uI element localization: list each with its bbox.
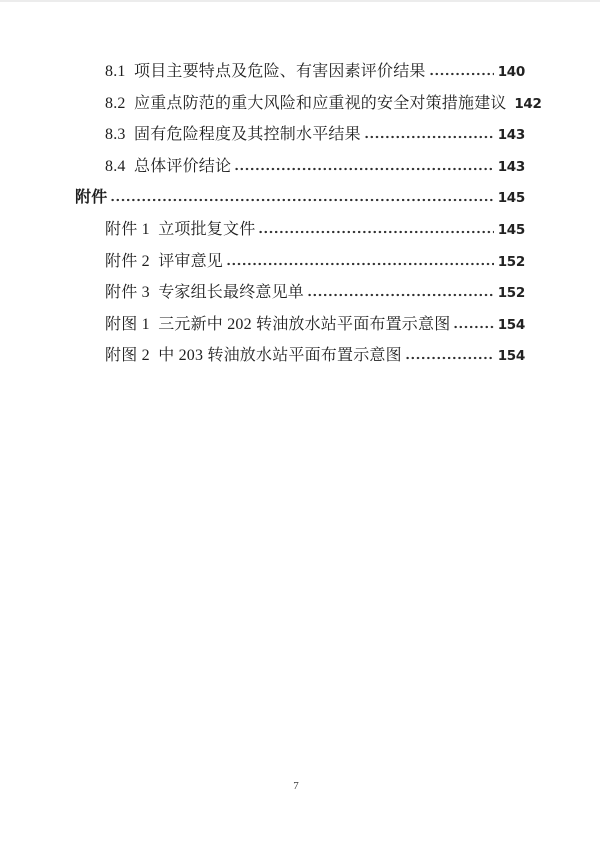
dot-leader — [430, 72, 494, 76]
toc-entry-page-number: 152 — [497, 253, 525, 270]
toc-entry[interactable] — [75, 348, 525, 380]
toc-entry-label: 附图 1 三元新中 202 转油放水站平面布置示意图 — [105, 315, 451, 333]
toc-entry[interactable] — [75, 127, 525, 159]
toc-entry[interactable] — [75, 64, 525, 96]
toc-entry-page-number: 152 — [497, 285, 525, 302]
toc-entry-page-number: 142 — [514, 95, 542, 112]
toc-entry[interactable] — [75, 159, 525, 191]
toc-entry[interactable] — [75, 317, 525, 349]
dot-leader — [406, 356, 494, 360]
toc-entry[interactable] — [75, 222, 525, 254]
page-top-edge — [0, 0, 600, 2]
dot-leader — [227, 262, 494, 266]
toc-entry-label: 附件 2 评审意见 — [105, 252, 224, 270]
toc-entry-label: 附件 1 立项批复文件 — [105, 220, 256, 238]
toc-entry-label: 8.1 项目主要特点及危险、有害因素评价结果 — [105, 63, 426, 80]
dot-leader — [235, 167, 494, 171]
toc-entry-label: 8.3 固有危险程度及其控制水平结果 — [105, 126, 361, 144]
toc-entry-page-number: 145 — [497, 221, 525, 238]
dot-leader — [365, 135, 494, 139]
toc-entry-page-number: 143 — [497, 158, 525, 175]
toc-entry[interactable] — [75, 254, 525, 286]
toc-entry-page-number: 140 — [497, 64, 525, 80]
toc-entry-page-number: 154 — [497, 316, 525, 333]
toc-entry-label: 8.2 应重点防范的重大风险和应重视的安全对策措施建议 — [105, 94, 507, 112]
toc-entry-page-number: 143 — [497, 127, 525, 144]
toc-entry-label: 附图 2 中 203 转油放水站平面布置示意图 — [105, 347, 402, 365]
toc-entry-label: 8.4 总体评价结论 — [105, 157, 232, 175]
dot-leader — [111, 198, 494, 202]
toc-entry-label: 附件 3 专家组长最终意见单 — [105, 284, 305, 302]
toc-entry-page-number: 154 — [497, 348, 525, 365]
toc-entry[interactable] — [75, 285, 525, 317]
dot-leader — [308, 293, 494, 297]
toc-entry[interactable] — [75, 94, 542, 128]
toc-entry-page-number: 145 — [497, 190, 525, 207]
table-of-contents — [75, 63, 542, 380]
toc-entry[interactable] — [75, 190, 525, 222]
dot-leader — [454, 325, 494, 329]
dot-leader — [259, 230, 494, 234]
footer-page-number: 7 — [293, 780, 299, 792]
toc-entry-label: 附件 — [75, 189, 108, 207]
